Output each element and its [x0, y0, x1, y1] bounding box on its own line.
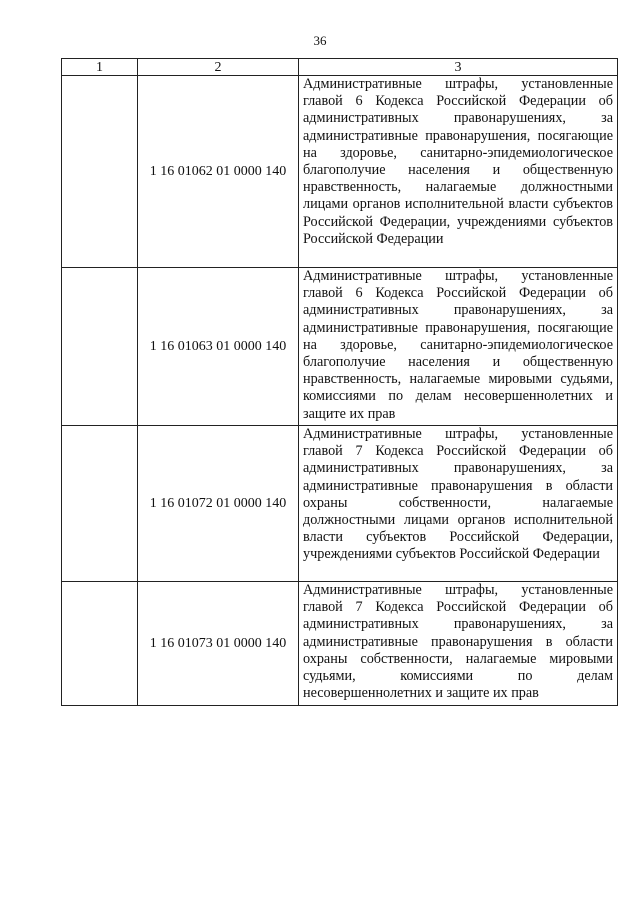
row-col1-cell [62, 426, 138, 582]
row-col1-cell [62, 268, 138, 426]
column-header-3: 3 [299, 59, 618, 76]
row-code-cell: 1 16 01062 01 0000 140 [138, 76, 299, 268]
table-row [62, 76, 618, 268]
column-header-1: 1 [62, 59, 138, 76]
table-row [62, 426, 618, 582]
budget-code-table [61, 58, 618, 706]
row-description-cell: Административные штрафы, установленные главой 7 Кодекса Российской Федерации об административных правонарушениях, за административные правонарушения в области охраны собственности, налагаемые должностными лицами органов исполнительной власти субъектов Российской Федерации, учреждениями субъектов Российской Федерации [299, 426, 618, 582]
table-row [62, 268, 618, 426]
row-description-cell: Административные штрафы, установленные главой 7 Кодекса Российской Федерации об административных правонарушениях, за административные правонарушения в области охраны собственности, налагаемые мировыми судьями, комиссиями по делам несовершеннолетних и защите их прав [299, 582, 618, 706]
row-code-cell: 1 16 01073 01 0000 140 [138, 582, 299, 706]
row-col1-cell [62, 76, 138, 268]
row-code-cell: 1 16 01072 01 0000 140 [138, 426, 299, 582]
row-col1-cell [62, 582, 138, 706]
table-header-row [62, 59, 618, 76]
table-row [62, 582, 618, 706]
row-code-cell: 1 16 01063 01 0000 140 [138, 268, 299, 426]
page-number: 36 [313, 33, 327, 48]
row-description-cell: Административные штрафы, установленные главой 6 Кодекса Российской Федерации об административных правонарушениях, за административные правонарушения, посягающие на здоровье, санитарно-эпидемиологическое благополучие населения и общественную нравственность, налагаемые мировыми судьями, комиссиями по делам несовершеннолетних и защите их прав [299, 268, 618, 426]
column-header-2: 2 [138, 59, 299, 76]
row-description-cell: Административные штрафы, установленные главой 6 Кодекса Российской Федерации об административных правонарушениях, за административные правонарушения, посягающие на здоровье, санитарно-эпидемиологическое благополучие населения и общественную нравственность, налагаемые должностными лицами органов исполнительной власти субъектов Российской Федерации, учреждениями субъектов Российской Федерации [299, 76, 618, 268]
